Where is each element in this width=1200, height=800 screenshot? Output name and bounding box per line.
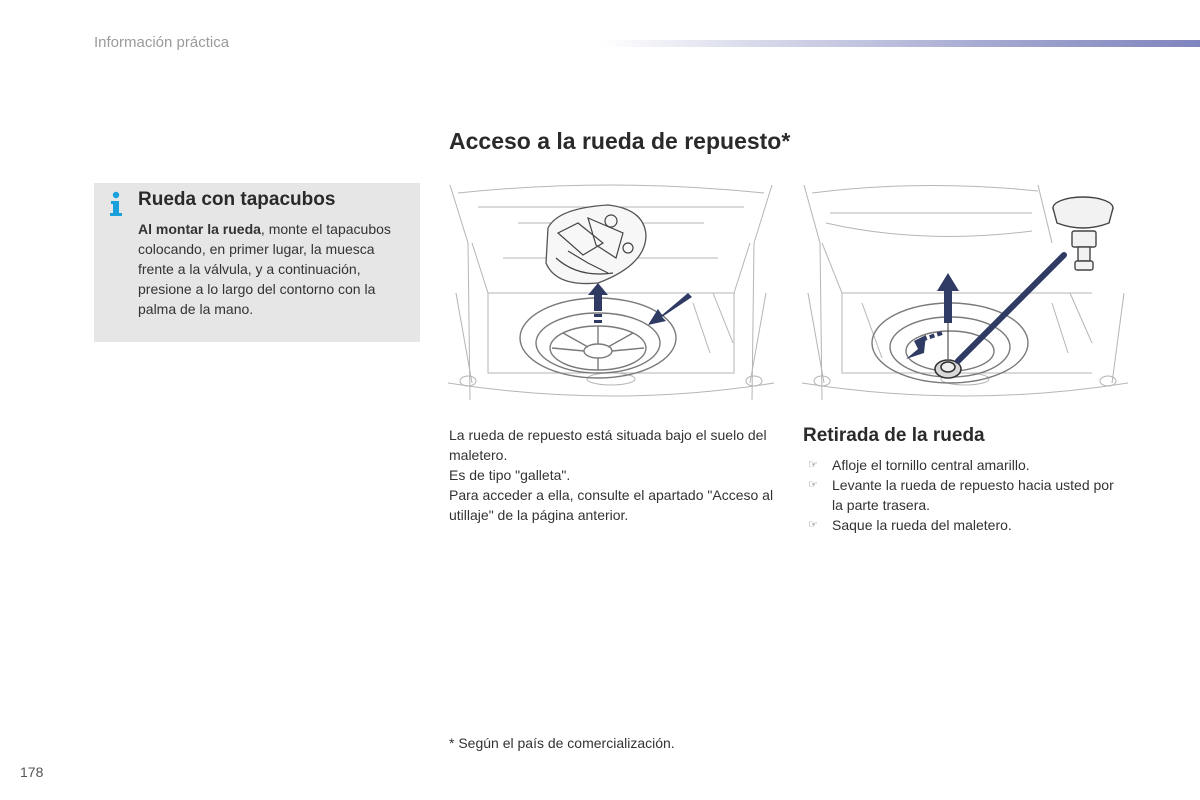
info-icon	[108, 191, 124, 217]
pointing-hand-icon: ☞	[808, 479, 818, 491]
list-item	[808, 475, 1128, 515]
list-item	[808, 455, 1128, 475]
info-box	[94, 183, 420, 342]
pointing-hand-icon: ☞	[808, 459, 818, 471]
info-text-rest: , monte el tapacubos colocando, en primer lugar, la muesca frente a la válvula, y a continuación, presione a lo largo del contorno con la palma de la mano.	[138, 221, 391, 317]
removal-title: Retirada de la rueda	[803, 425, 985, 446]
paragraph-line: La rueda de repuesto está situada bajo el suelo del maletero.	[449, 427, 767, 463]
page-number: 178	[20, 764, 44, 780]
spare-wheel-description	[449, 425, 779, 525]
paragraph-line: Es de tipo "galleta".	[449, 467, 571, 483]
removal-steps	[808, 455, 1128, 535]
lift-arrow-icon	[937, 273, 959, 323]
info-text-bold: Al montar la rueda	[138, 221, 261, 237]
spare-wheel-removal-illustration	[802, 183, 1128, 400]
trunk-spare-wheel-illustration	[448, 183, 774, 400]
push-arrow-icon	[648, 293, 692, 325]
footnote: * Según el país de comercialización.	[449, 735, 675, 751]
header-bar	[600, 40, 1200, 47]
step-text: Levante la rueda de repuesto hacia usted por la parte trasera.	[832, 477, 1114, 513]
pointing-hand-icon: ☞	[808, 519, 818, 531]
page-title: Acceso a la rueda de repuesto*	[449, 128, 791, 154]
pull-arrow-icon	[906, 333, 942, 359]
step-text: Saque la rueda del maletero.	[832, 517, 1012, 533]
section-label: Información práctica	[94, 34, 230, 51]
paragraph-line: Para acceder a ella, consulte el apartado "Acceso al utillaje" de la página anterior.	[449, 487, 774, 523]
info-title: Rueda con tapacubos	[138, 189, 336, 210]
list-item	[808, 515, 1128, 535]
lift-arrow-icon	[588, 283, 608, 323]
info-text	[138, 219, 410, 319]
step-text: Afloje el tornillo central amarillo.	[832, 457, 1030, 473]
